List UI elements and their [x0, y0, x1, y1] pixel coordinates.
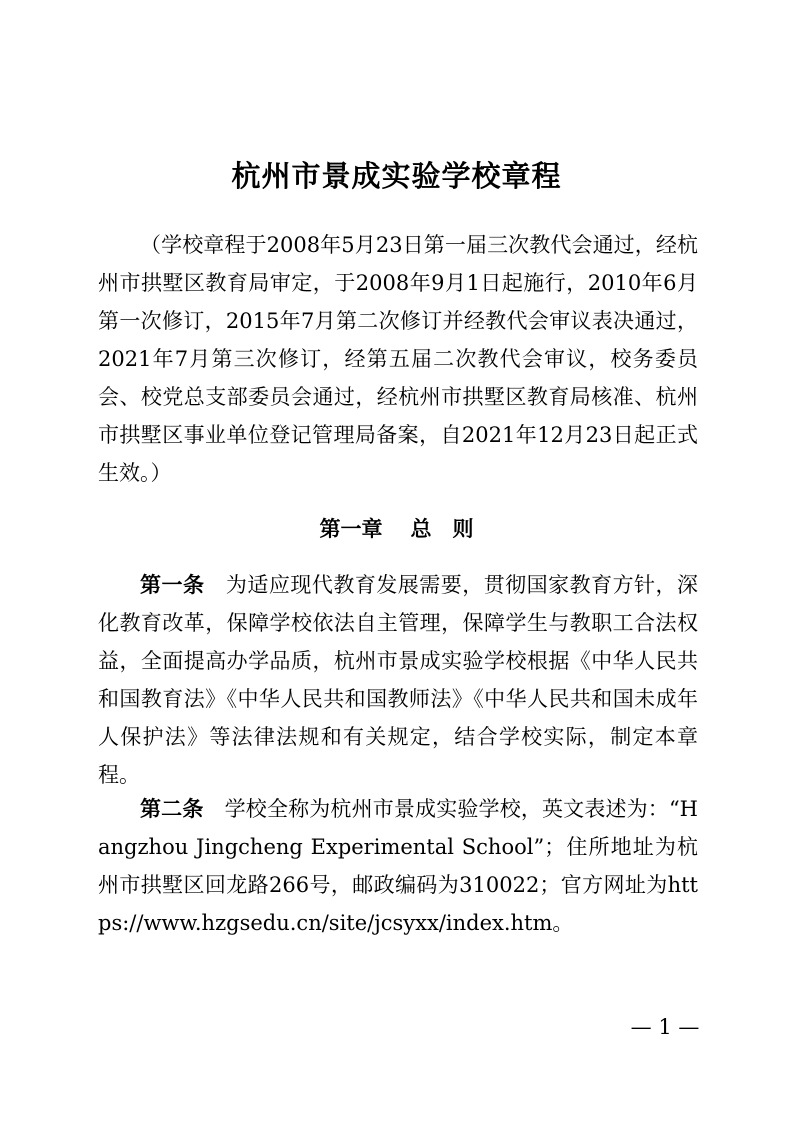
chapter-heading	[0, 510, 793, 548]
article-2-label: 第二条	[140, 797, 204, 821]
preamble-paragraph: （学校章程于2008年5月23日第一届三次教代会通过，经杭州市拱墅区教育局审定，于2008年9月1日起施行，2010年6月第一次修订，2015年7月第二次修订并经教代会审议表决通过，2021年7月第三次修订，经第五届二次教代会审议，校务委员会、校党总支部委员会通过，经杭州市拱墅区教育局核准、杭州市拱墅区事业单位登记管理局备案，自2021年12月23日起正式生效。）	[98, 233, 698, 485]
article-1	[98, 566, 698, 794]
article-1-label: 第一条	[140, 573, 205, 597]
chapter-number: 第一章	[319, 517, 383, 541]
article-2-text: 学校全称为杭州市景成实验学校，英文表述为：“Hangzhou Jingcheng Experimental School”；住所地址为杭州市拱墅区回龙路266号，邮政编码为310022；官方网址为https://www.hzgsedu.cn/site/jcsyxx/index.htm。	[98, 797, 698, 935]
document-title: 杭州市景成实验学校章程	[231, 159, 562, 193]
chapter-name: 总 则	[410, 517, 474, 541]
article-2	[98, 790, 698, 942]
page-number: — 1 —	[630, 1015, 700, 1039]
article-1-text: 为适应现代教育发展需要，贯彻国家教育方针，深化教育改革，保障学校依法自主管理，保障学生与教职工合法权益，全面提高办学品质，杭州市景成实验学校根据《中华人民共和国教育法》《中华人民共和国教师法》《中华人民共和国未成年人保护法》等法律法规和有关规定，结合学校实际，制定本章程。	[98, 573, 699, 787]
